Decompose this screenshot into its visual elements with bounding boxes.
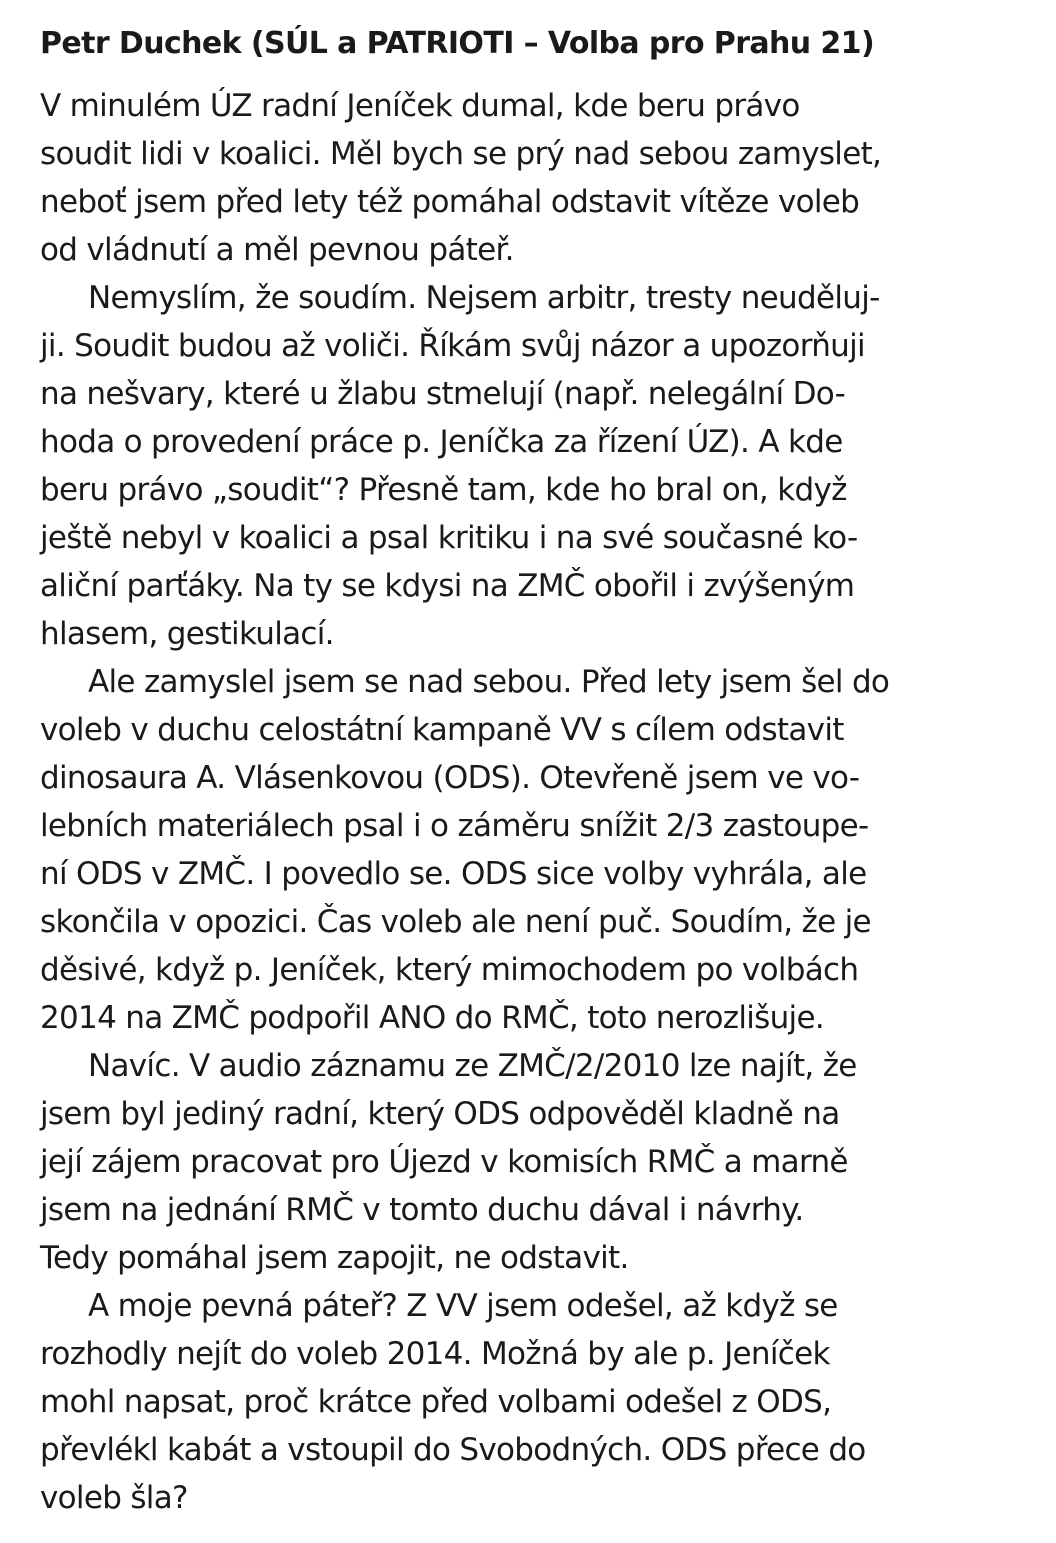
text-line: lebních materiálech psal i o záměru snížit 2/3 zastoupe- — [40, 808, 869, 844]
text-line: rozhodly nejít do voleb 2014. Možná by ale p. Jeníček — [40, 1336, 830, 1372]
text-line: Navíc. V audio záznamu ze ZMČ/2/2010 lze najít, že — [88, 1048, 857, 1084]
text-line: soudit lidi v koalici. Měl bych se prý nad sebou zamyslet, — [40, 136, 882, 172]
text-line: ní ODS v ZMČ. I povedlo se. ODS sice volby vyhrála, ale — [40, 856, 867, 892]
text-line: Ale zamyslel jsem se nad sebou. Před lety jsem šel do — [88, 664, 890, 700]
text-line: V minulém ÚZ radní Jeníček dumal, kde beru právo — [40, 88, 800, 124]
paragraph-2 — [40, 274, 1030, 658]
text-line: dinosaura A. Vlásenkovou (ODS). Otevřeně jsem ve vo- — [40, 760, 860, 796]
paragraph-4 — [40, 1042, 1030, 1282]
text-line: hoda o provedení práce p. Jeníčka za řízení ÚZ). A kde — [40, 424, 843, 460]
text-line: ji. Soudit budou až voliči. Říkám svůj názor a upozorňuji — [40, 328, 865, 364]
text-line: mohl napsat, proč krátce před volbami odešel z ODS, — [40, 1384, 832, 1420]
paragraph-5 — [40, 1282, 1030, 1522]
text-line: voleb v duchu celostátní kampaně VV s cílem odstavit — [40, 712, 844, 748]
text-line: A moje pevná páteř? Z VV jsem odešel, až když se — [88, 1288, 838, 1324]
text-line: neboť jsem před lety též pomáhal odstavit vítěze voleb — [40, 184, 860, 220]
text-line: jsem byl jediný radní, který ODS odpověděl kladně na — [40, 1096, 840, 1132]
text-line: od vládnutí a měl pevnou páteř. — [40, 232, 514, 268]
author-heading: Petr Duchek (SÚL a PATRIOTI – Volba pro Prahu 21) — [40, 26, 875, 61]
text-line: aliční parťáky. Na ty se kdysi na ZMČ obořil i zvýšeným — [40, 568, 855, 604]
text-line: převlékl kabát a vstoupil do Svobodných. ODS přece do — [40, 1432, 866, 1468]
paragraph-1 — [40, 82, 1030, 274]
text-line: skončila v opozici. Čas voleb ale není puč. Soudím, že je — [40, 904, 871, 940]
text-line: jsem na jednání RMČ v tomto duchu dával i návrhy. — [40, 1192, 804, 1228]
text-line: na nešvary, které u žlabu stmelují (např. nelegální Do- — [40, 376, 846, 412]
text-line: beru právo „soudit“? Přesně tam, kde ho bral on, když — [40, 472, 847, 508]
text-line: ještě nebyl v koalici a psal kritiku i na své současné ko- — [40, 520, 858, 556]
text-line: její zájem pracovat pro Újezd v komisích RMČ a marně — [40, 1144, 848, 1180]
article — [40, 18, 1030, 1522]
text-line: Tedy pomáhal jsem zapojit, ne odstavit. — [40, 1240, 629, 1276]
paragraph-3 — [40, 658, 1030, 1042]
text-line: hlasem, gestikulací. — [40, 616, 334, 652]
text-line: děsivé, když p. Jeníček, který mimochodem po volbách — [40, 952, 859, 988]
text-line: Nemyslím, že soudím. Nejsem arbitr, tresty neuděluj- — [88, 280, 880, 316]
text-line: voleb šla? — [40, 1480, 188, 1516]
text-line: 2014 na ZMČ podpořil ANO do RMČ, toto nerozlišuje. — [40, 1000, 824, 1036]
